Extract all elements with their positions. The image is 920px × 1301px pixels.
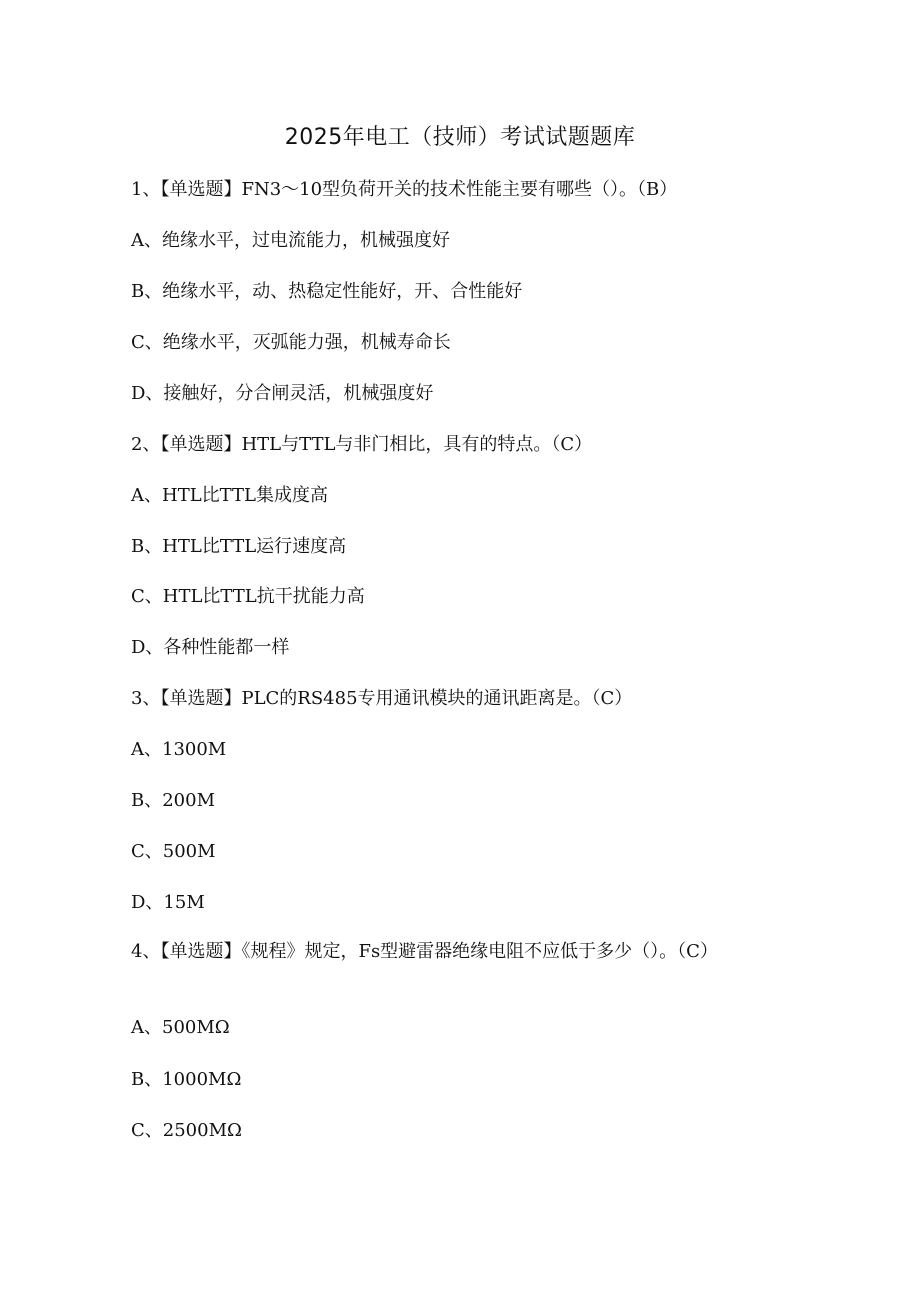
question-3-option-b: B、200M xyxy=(131,790,216,811)
question-3-option-c: C、500M xyxy=(131,841,216,862)
question-4-option-a: A、500MΩ xyxy=(131,1017,230,1038)
question-2-option-b: B、HTL比TTL运行速度高 xyxy=(131,536,347,557)
question-4-option-b: B、1000MΩ xyxy=(131,1069,242,1090)
question-2-option-c: C、HTL比TTL抗干扰能力高 xyxy=(131,586,365,607)
document-title: 2025年电工（技师）考试试题题库 xyxy=(284,125,636,150)
question-1-option-a: A、绝缘水平，过电流能力，机械强度好 xyxy=(131,230,450,251)
question-1-option-b: B、绝缘水平，动、热稳定性能好，开、合性能好 xyxy=(131,281,523,302)
question-4-stem: 4、【单选题】《规程》规定，Fs型避雷器绝缘电阻不应低于多少（）。（C） xyxy=(131,941,718,962)
question-3-stem: 3、【单选题】PLC的RS485专用通讯模块的通讯距离是。（C） xyxy=(131,688,633,709)
question-4-option-c: C、2500MΩ xyxy=(131,1120,242,1141)
question-2-option-d: D、各种性能都一样 xyxy=(131,637,290,658)
question-3-option-d: D、15M xyxy=(131,892,205,913)
question-2-stem: 2、【单选题】HTL与TTL与非门相比，具有的特点。（C） xyxy=(131,434,593,455)
question-3-option-a: A、1300M xyxy=(131,739,227,760)
question-2-option-a: A、HTL比TTL集成度高 xyxy=(131,485,328,506)
question-1-option-d: D、接触好，分合闸灵活，机械强度好 xyxy=(131,383,434,404)
question-1-stem: 1、【单选题】FN3～10型负荷开关的技术性能主要有哪些（）。（B） xyxy=(131,179,678,200)
question-1-option-c: C、绝缘水平，灭弧能力强，机械寿命长 xyxy=(131,332,451,353)
